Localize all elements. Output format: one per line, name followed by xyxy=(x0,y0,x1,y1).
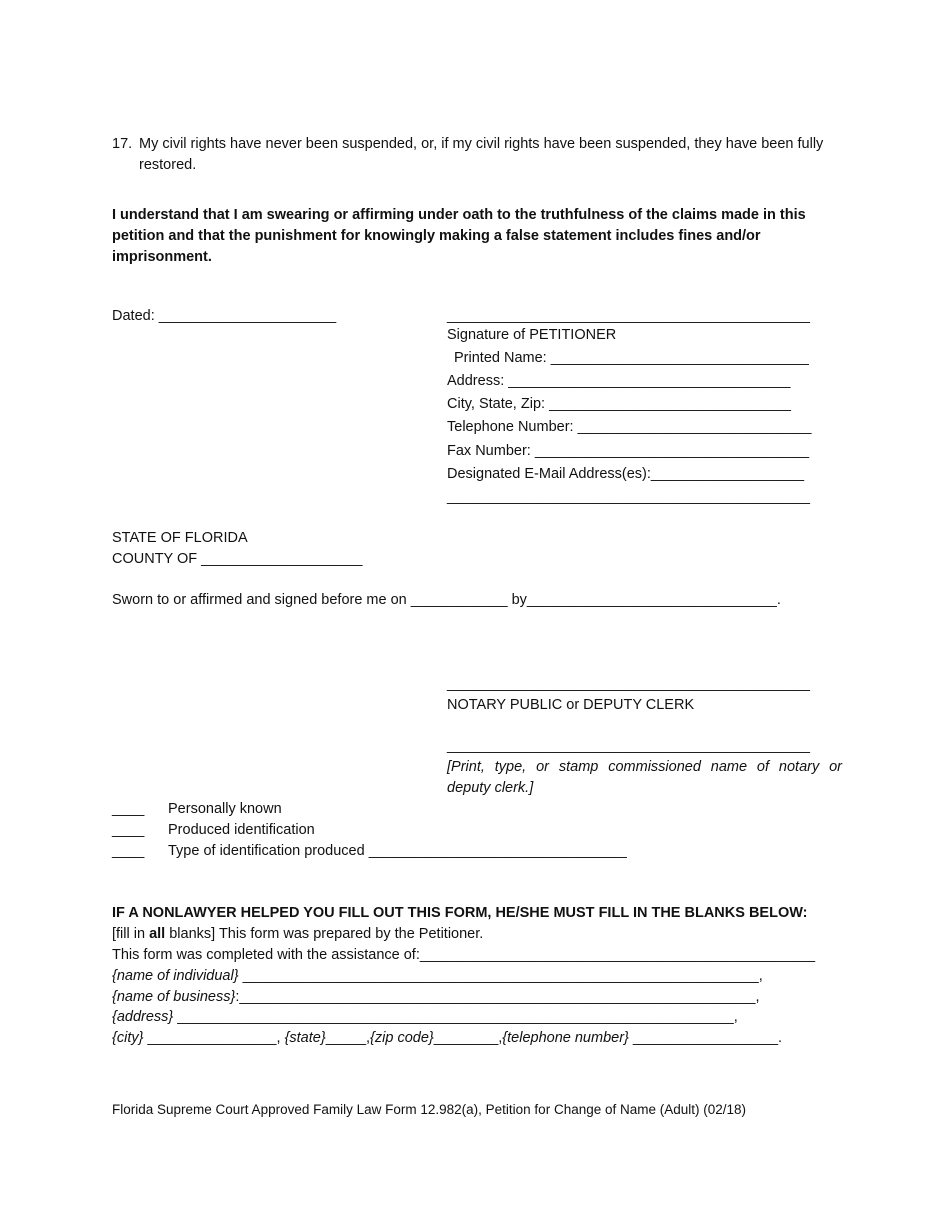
notary-signature-line: _____________________________________________ xyxy=(447,676,810,692)
id-label: Produced identification xyxy=(168,822,315,838)
name-business-line xyxy=(112,987,760,1008)
fax-field: Fax Number: __________________________________ xyxy=(447,443,810,459)
city-blank: ________________, xyxy=(143,1030,285,1046)
city-label: {city} xyxy=(112,1030,144,1046)
county-field: COUNTY OF ____________________ xyxy=(112,551,363,567)
zip-label: {zip code} xyxy=(370,1030,434,1046)
state-blank: _____, xyxy=(325,1030,371,1046)
fill-suffix: blanks] This form was prepared by the Petitioner. xyxy=(165,926,484,942)
email-field: Designated E-Mail Address(es):___________________ xyxy=(447,466,805,482)
city-state-zip-field: City, State, Zip: ______________________________ xyxy=(447,396,791,412)
state-label: {state} xyxy=(284,1030,326,1046)
id-blank: ____ xyxy=(112,843,145,859)
dated-field: Dated: ______________________ xyxy=(112,308,337,324)
name-business-label: {name of business} xyxy=(112,989,236,1005)
name-business-blank: :________________________________________________________________, xyxy=(235,989,760,1005)
signature-label: Signature of PETITIONER xyxy=(447,327,617,343)
address-blank: _____________________________________________________________________, xyxy=(173,1009,738,1025)
address-field: Address: ___________________________________ xyxy=(447,373,791,389)
fill-bold: all xyxy=(149,926,166,942)
state-label: STATE OF FLORIDA xyxy=(112,530,248,546)
notary-note: [Print, type, or stamp commissioned name of notary or deputy clerk.] xyxy=(447,759,842,796)
notary-name-line: _____________________________________________ xyxy=(447,738,810,754)
printed-name-field: Printed Name: ________________________________ xyxy=(454,350,809,366)
id-blank: ____ xyxy=(112,822,145,838)
address-line xyxy=(112,1007,738,1028)
email-field-line2: _____________________________________________ xyxy=(447,489,810,505)
form-footer: Florida Supreme Court Approved Family Law Form 12.982(a), Petition for Change of Name (Adult) (02/18) xyxy=(112,1102,747,1117)
name-individual-line xyxy=(112,966,763,987)
assistance-line xyxy=(112,945,815,966)
name-individual-label: {name of individual} xyxy=(112,968,239,984)
fill-prefix: [fill in xyxy=(112,926,150,942)
assistance-label: This form was completed with the assistance of: xyxy=(112,947,420,963)
id-label: Type of identification produced ________________________________ xyxy=(168,843,627,859)
city-state-zip-phone-line xyxy=(112,1028,782,1049)
oath-statement: I understand that I am swearing or affirming under oath to the truthfulness of the claims made in this petition and that the punishment for knowingly making a false statement includes fines and/or imprisonment. xyxy=(112,207,806,265)
sworn-statement: Sworn to or affirmed and signed before me on ____________ by_______________________________. xyxy=(112,592,781,608)
item-17-text: My civil rights have never been suspended, or, if my civil rights have been suspended, they have been fully restored. xyxy=(139,136,824,173)
address-label: {address} xyxy=(112,1009,174,1025)
telephone-label: {telephone number} xyxy=(502,1030,629,1046)
fill-instruction xyxy=(112,924,483,945)
name-individual-blank: ________________________________________________________________, xyxy=(238,968,763,984)
signature-line: _____________________________________________ xyxy=(447,308,810,324)
item-17-number: 17. xyxy=(112,136,133,152)
telephone-field: Telephone Number: _____________________________ xyxy=(447,419,812,435)
id-blank: ____ xyxy=(112,801,145,817)
id-label: Personally known xyxy=(168,801,282,817)
nonlawyer-heading: IF A NONLAWYER HELPED YOU FILL OUT THIS FORM, HE/SHE MUST FILL IN THE BLANKS BELOW: xyxy=(112,905,808,921)
notary-label: NOTARY PUBLIC or DEPUTY CLERK xyxy=(447,697,695,713)
telephone-blank: __________________. xyxy=(628,1030,783,1046)
assistance-blank: _________________________________________________ xyxy=(419,947,816,963)
zip-blank: ________, xyxy=(433,1030,503,1046)
